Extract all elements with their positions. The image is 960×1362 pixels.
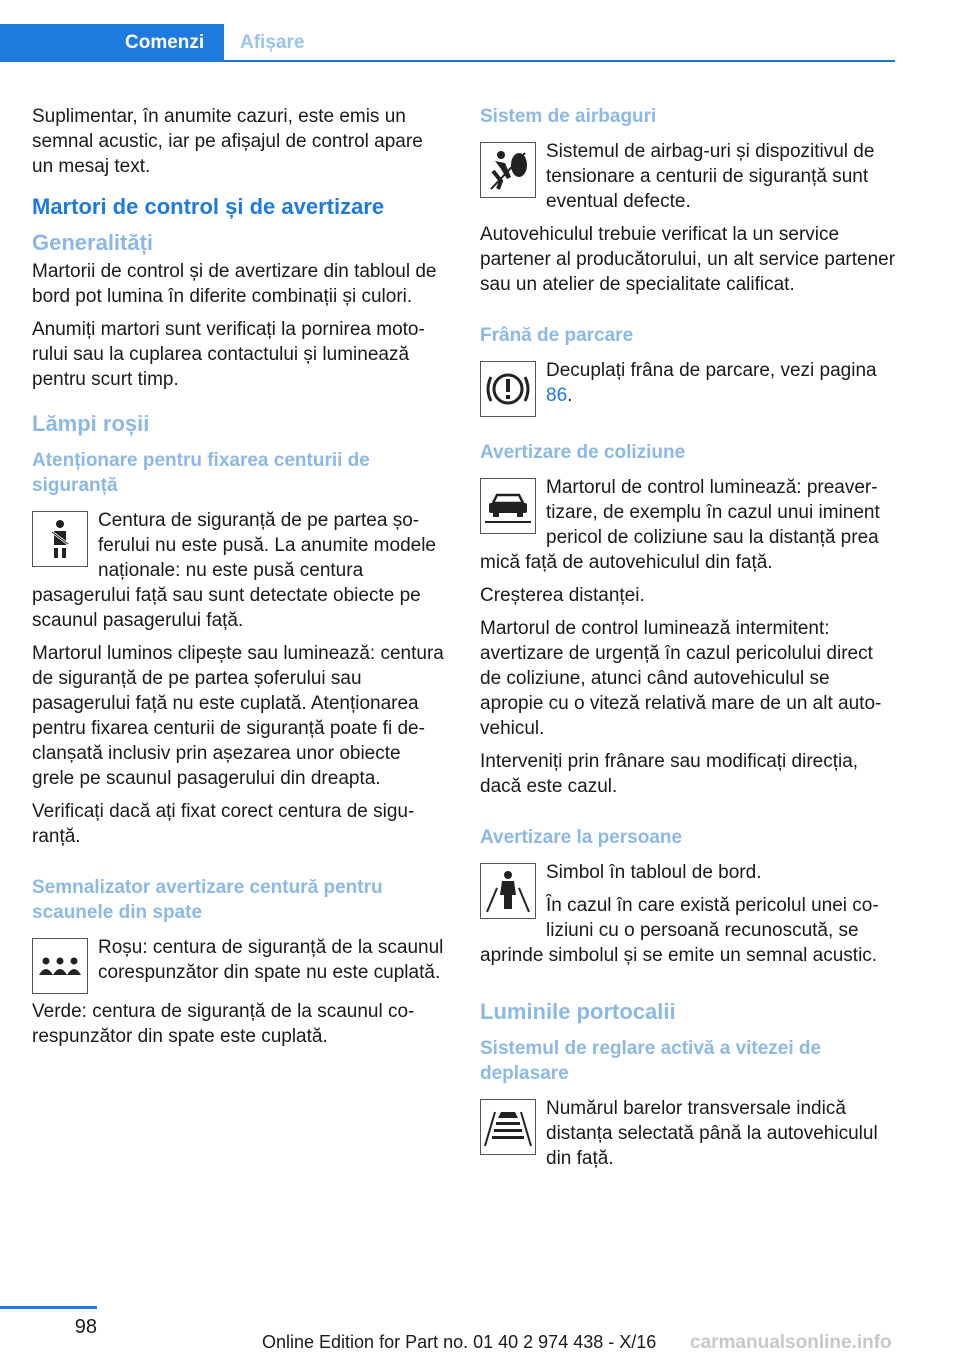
heading-centura: Atenționare pentru fixarea centurii de siguranță [32, 450, 370, 496]
heading-coliziune: Avertizare de coliziune [480, 442, 686, 463]
heading-airbag: Sistem de airbaguri [480, 106, 657, 127]
paragraph: În cazul în care există pericolul unei coliziuni cu o persoană recunoscută, se [546, 895, 879, 941]
paragraph: Verde: centura de siguranță de la scaunul corespunzător din spate este cuplată. [32, 1001, 415, 1047]
heading-martori: Martori de control și de avertizare [32, 194, 385, 219]
parking-brake-icon [480, 361, 536, 417]
collision-block [480, 475, 896, 550]
paragraph: Decuplați frâna de parcare, vezi pagina 86. [546, 360, 877, 406]
heading-centura-spate: Semnalizator avertizare centură pentru scaunele din spate [32, 877, 383, 923]
paragraph: Martorii de control și de avertizare din tabloul de bord pot lumina în diferite combinații și culori. [32, 261, 437, 307]
tab-comenzi[interactable]: Comenzi [0, 24, 224, 62]
heading-viteza: Sistemul de reglare activă a vitezei de deplasare [480, 1038, 822, 1084]
paragraph: Simbol în tabloul de bord. [546, 862, 762, 883]
pedestrian-warning-icon [480, 863, 536, 919]
paragraph: Martorul de control luminează: preavertizare, de exemplu în cazul unui iminent pericol de coliziune sau la distanță prea [546, 477, 880, 548]
paragraph: Interveniți prin frânare sau modificați direcția, dacă este cazul. [480, 751, 859, 797]
heading-persoane: Avertizare la persoane [480, 827, 683, 848]
pedestrian-block [480, 860, 896, 943]
left-column [32, 104, 448, 1057]
intro-paragraph: Suplimentar, în anumite cazuri, este emis un semnal acustic, iar pe afișajul de control apare un mesaj text. [32, 106, 423, 177]
paragraph: Roșu: centura de siguranță de la scaunul corespunzător din spate nu este cuplată. [98, 937, 444, 983]
paragraph: aprinde simbolul și se emite un semnal acustic. [480, 945, 878, 966]
distance-bars-icon [480, 1099, 536, 1155]
chapter-tabbar [0, 24, 895, 62]
heading-lampi-rosii: Lămpi roșii [32, 411, 150, 436]
paragraph: Anumiți martori sunt verificați la pornirea motorului sau la cuplarea contactului și luminează pentru scurt timp. [32, 319, 425, 390]
edition-text: Online Edition for Part no. 01 40 2 974 438 - X/16 [262, 1332, 657, 1352]
parking-brake-block [480, 358, 896, 414]
airbag-block [480, 139, 896, 214]
heading-generalitati: Generalități [32, 230, 154, 255]
airbag-icon [480, 142, 536, 198]
paragraph: mică față de autovehiculul din față. [480, 552, 773, 573]
rear-seatbelt-icon [32, 938, 88, 994]
paragraph: Martorul luminos clipește sau luminează: centura de siguranță de pe partea șoferului sau pasagerului față nu este cuplată. Atenționarea pentru fixarea centurii de siguranță poate fi declanșată inclusiv prin așezarea unor obiecte grele pe scaunul pasagerului din dreapta. [32, 643, 444, 789]
paragraph: Autovehiculul trebuie verificat la un service partener al producătorului, un alt service partener sau un atelier de specialitate calificat. [480, 224, 896, 295]
paragraph: Creșterea distanței. [480, 585, 645, 606]
cruise-control-block [480, 1096, 896, 1171]
paragraph: Verificați dacă ați fixat corect centura de siguranță. [32, 801, 415, 847]
tab-afisare[interactable]: Afișare [240, 32, 305, 53]
right-column [480, 104, 896, 1179]
rear-seatbelt-block [32, 935, 448, 991]
paragraph: Centura de siguranță de pe partea șoferului nu este pusă. La anumite modele naționale: nu este pusă centura [98, 510, 436, 581]
paragraph: pasagerului față sau sunt detectate obiecte pe scaunul pasagerului față. [32, 585, 421, 631]
page-number: 98 [74, 1316, 97, 1338]
heading-frana: Frână de parcare [480, 325, 634, 346]
watermark-text: carmanualsonline.info [690, 1332, 892, 1353]
paragraph: Martorul de control luminează intermitent: avertizare de urgență în cazul pericolului direct de coliziune, atunci când autovehiculul se apropie cu o viteză relativă mare de un alt autovehicul. [480, 618, 882, 739]
footer-rule [0, 1306, 97, 1309]
heading-portocalii: Luminile portocalii [480, 999, 676, 1024]
paragraph: Numărul barelor transversale indică distanța selectată până la autovehiculul din față. [546, 1098, 878, 1169]
seatbelt-warning-icon [32, 511, 88, 567]
paragraph: Sistemul de airbag-uri și dispozitivul de tensionare a centurii de siguranță sunt eventual defecte. [546, 141, 875, 212]
seatbelt-block [32, 508, 448, 583]
collision-warning-icon [480, 478, 536, 534]
page-link[interactable]: 86 [546, 385, 568, 406]
